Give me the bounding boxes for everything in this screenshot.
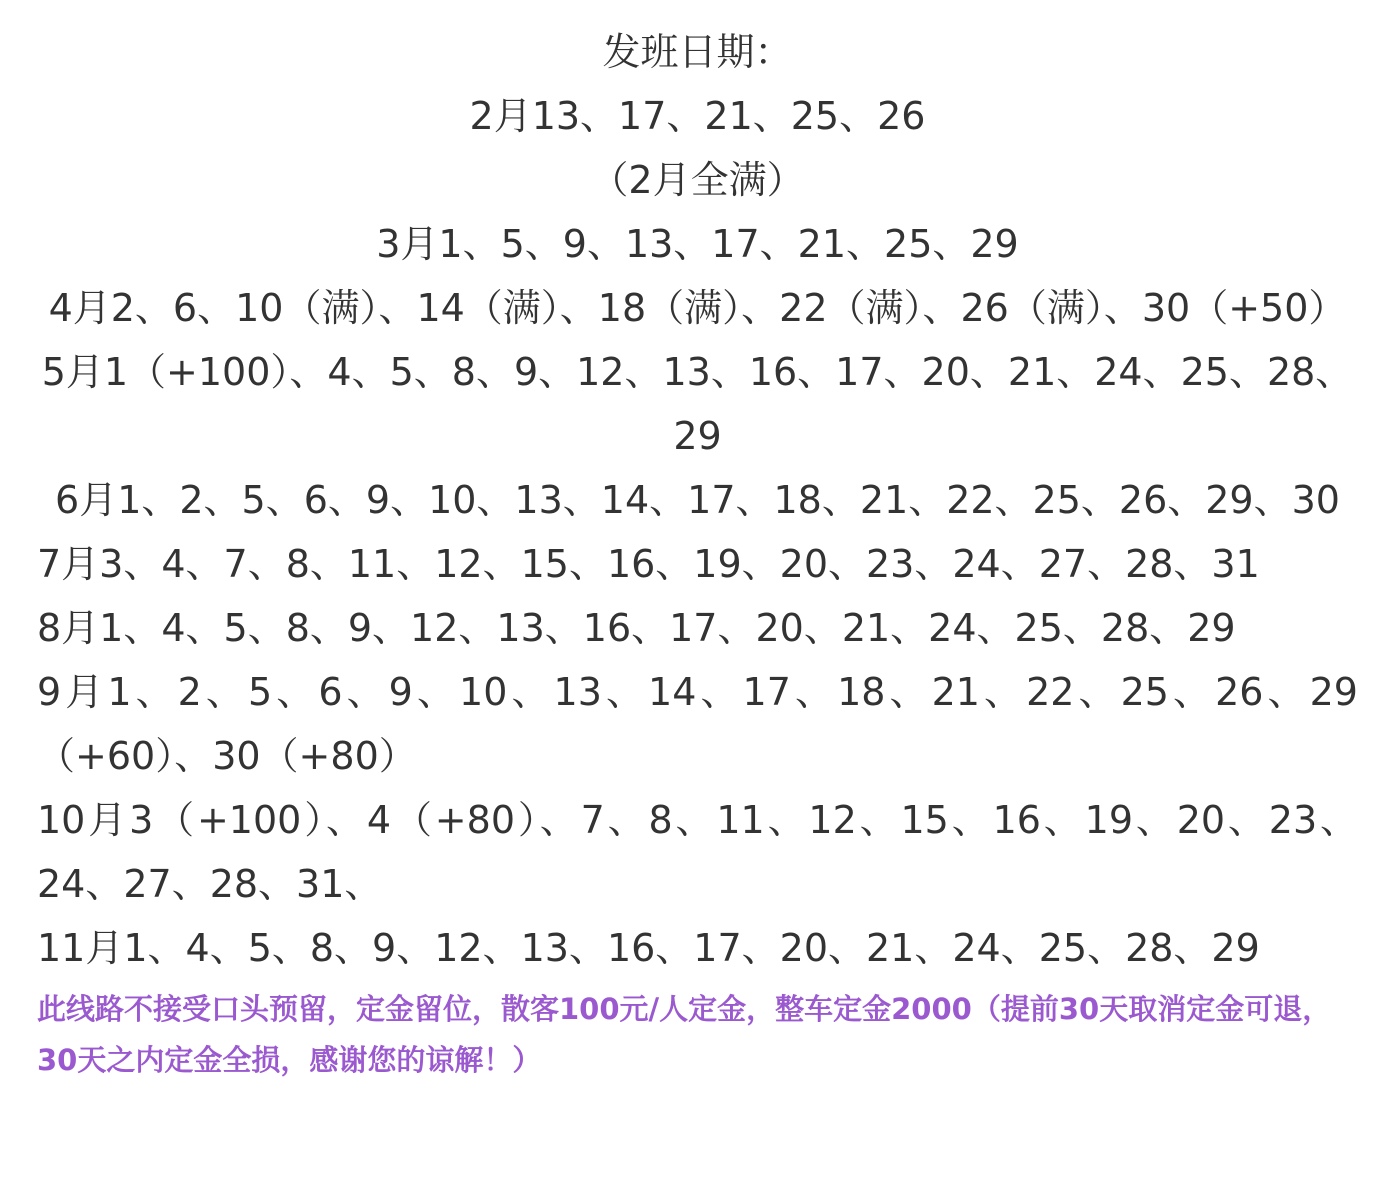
february-dates: 2月13、17、21、25、26 <box>469 94 926 138</box>
november-dates: 11月1、4、5、8、9、12、13、16、17、20、21、24、25、28、29 <box>37 926 1260 970</box>
february-status: （2月全满） <box>590 158 805 202</box>
july-dates: 7月3、4、7、8、11、12、15、16、19、20、23、24、27、28、31 <box>37 542 1260 586</box>
october-dates: 10月3（+100）、4（+80）、7、8、11、12、15、16、19、20、23、24、27、28、31、 <box>37 798 1358 906</box>
august-dates: 8月1、4、5、8、9、12、13、16、17、20、21、24、25、28、29 <box>37 606 1236 650</box>
deposit-notice: 此线路不接受口头预留，定金留位，散客100元/人定金，整车定金2000（提前30天取消定金可退，30天之内定金全损，感谢您的谅解！） <box>37 992 1332 1077</box>
september-dates: 9月1、2、5、6、9、10、13、14、17、18、21、22、25、26、29（+60）、30（+80） <box>37 670 1358 778</box>
schedule-heading: 发班日期： <box>602 30 793 74</box>
schedule-content <box>37 0 1358 1086</box>
april-dates: 4月2、6、10（满）、14（满）、18（满）、22（满）、26（满）、30（+50） <box>48 286 1347 330</box>
march-dates: 3月1、5、9、13、17、21、25、29 <box>376 222 1019 266</box>
may-dates: 5月1（+100）、4、5、8、9、12、13、16、17、20、21、24、25、28、29 <box>41 350 1354 458</box>
june-dates: 6月1、2、5、6、9、10、13、14、17、18、21、22、25、26、29、30 <box>55 478 1340 522</box>
